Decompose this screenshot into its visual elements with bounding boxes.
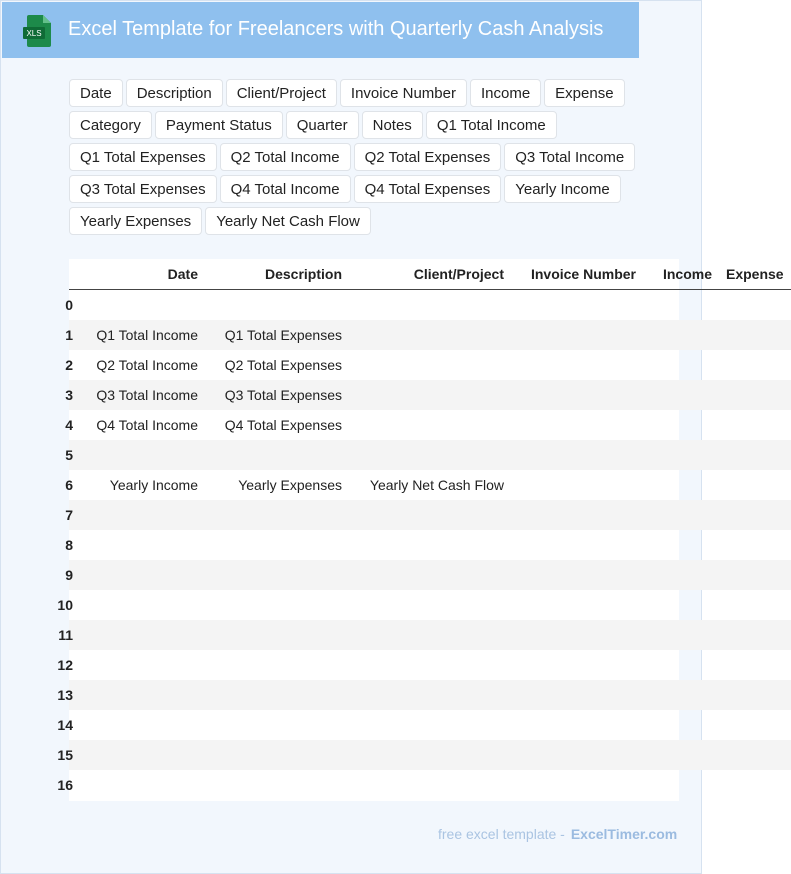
table-cell[interactable] bbox=[349, 440, 511, 470]
spreadsheet-preview[interactable] bbox=[57, 259, 784, 801]
table-cell[interactable]: Q3 Total Expenses bbox=[205, 380, 349, 410]
table-cell[interactable] bbox=[643, 320, 719, 350]
table-cell[interactable] bbox=[205, 740, 349, 770]
table-cell[interactable] bbox=[511, 350, 643, 380]
header-banner bbox=[2, 2, 639, 58]
excel-file-icon bbox=[23, 15, 51, 47]
column-header: Expense bbox=[719, 259, 791, 290]
table-cell[interactable] bbox=[643, 350, 719, 380]
table-cell[interactable] bbox=[511, 380, 643, 410]
field-chip[interactable]: Description bbox=[126, 79, 223, 107]
table-cell[interactable] bbox=[719, 560, 791, 590]
footer-text: free excel template - bbox=[438, 826, 565, 842]
table-cell[interactable] bbox=[511, 680, 643, 710]
table-cell[interactable] bbox=[511, 530, 643, 560]
table-cell[interactable]: Q1 Total Expenses bbox=[205, 320, 349, 350]
field-chip[interactable]: Invoice Number bbox=[340, 79, 467, 107]
field-chip[interactable]: Q4 Total Income bbox=[220, 175, 351, 203]
row-index-label: 10 bbox=[57, 597, 73, 613]
footer-brand-link[interactable]: ExcelTimer.com bbox=[570, 826, 678, 842]
table-row bbox=[69, 710, 791, 740]
table-cell[interactable] bbox=[511, 500, 643, 530]
column-header: Date bbox=[73, 259, 205, 290]
row-index-label: 15 bbox=[57, 747, 73, 763]
table-cell[interactable] bbox=[511, 740, 643, 770]
table-cell[interactable] bbox=[349, 500, 511, 530]
table-row bbox=[69, 530, 791, 560]
table-row bbox=[69, 770, 791, 800]
table-cell[interactable] bbox=[643, 710, 719, 740]
table-cell[interactable] bbox=[205, 500, 349, 530]
field-chip[interactable]: Expense bbox=[544, 79, 624, 107]
table-cell[interactable] bbox=[73, 740, 205, 770]
row-index-label: 3 bbox=[65, 387, 73, 403]
table-cell[interactable] bbox=[205, 560, 349, 590]
table-cell[interactable] bbox=[719, 680, 791, 710]
table-cell[interactable] bbox=[719, 620, 791, 650]
table-cell[interactable] bbox=[719, 710, 791, 740]
field-chip[interactable]: Yearly Expenses bbox=[69, 207, 202, 235]
table-cell[interactable] bbox=[719, 380, 791, 410]
page-title: Excel Template for Freelancers with Quarterly Cash Analysis bbox=[68, 18, 604, 40]
table-cell[interactable] bbox=[349, 650, 511, 680]
table-cell[interactable]: Yearly Expenses bbox=[238, 477, 342, 493]
table-cell[interactable]: Q3 Total Income bbox=[73, 380, 205, 410]
field-chip[interactable]: Q2 Total Expenses bbox=[354, 143, 502, 171]
table-cell[interactable] bbox=[205, 290, 349, 321]
table-cell[interactable] bbox=[73, 530, 205, 560]
table-cell[interactable] bbox=[349, 410, 511, 440]
table-cell[interactable] bbox=[719, 770, 791, 800]
column-header: Income bbox=[643, 259, 719, 290]
table-cell[interactable] bbox=[719, 500, 791, 530]
field-chip-list bbox=[69, 79, 703, 235]
table-row bbox=[69, 560, 791, 590]
table-cell[interactable]: Q1 Total Income bbox=[73, 320, 205, 350]
table-cell[interactable] bbox=[73, 770, 205, 800]
row-index-label: 4 bbox=[65, 417, 73, 433]
table-cell[interactable] bbox=[349, 380, 511, 410]
table-cell[interactable] bbox=[205, 680, 349, 710]
data-table bbox=[57, 259, 791, 800]
table-cell[interactable] bbox=[511, 650, 643, 680]
table-cell[interactable] bbox=[73, 620, 205, 650]
table-cell[interactable] bbox=[643, 650, 719, 680]
table-cell[interactable] bbox=[511, 470, 643, 500]
field-chip[interactable]: Notes bbox=[362, 111, 423, 139]
row-index-label: 8 bbox=[65, 537, 73, 553]
table-cell[interactable] bbox=[643, 500, 719, 530]
table-cell[interactable] bbox=[719, 470, 791, 500]
table-cell[interactable]: Q2 Total Income bbox=[96, 357, 198, 373]
table-cell[interactable] bbox=[643, 410, 719, 440]
table-row bbox=[69, 320, 791, 350]
field-chip[interactable]: Q3 Total Income bbox=[504, 143, 635, 171]
table-cell[interactable]: Q4 Total Expenses bbox=[224, 417, 342, 433]
table-cell[interactable] bbox=[511, 560, 643, 590]
table-cell[interactable] bbox=[73, 680, 205, 710]
table-row bbox=[69, 350, 791, 380]
table-cell[interactable] bbox=[511, 440, 643, 470]
field-chip[interactable]: Client/Project bbox=[226, 79, 337, 107]
table-body bbox=[57, 290, 791, 801]
field-chip[interactable]: Yearly Income bbox=[504, 175, 621, 203]
table-row bbox=[69, 500, 791, 530]
table-cell[interactable] bbox=[349, 320, 511, 350]
field-chip[interactable]: Quarter bbox=[286, 111, 359, 139]
table-cell[interactable] bbox=[719, 350, 791, 380]
row-index-label: 2 bbox=[65, 357, 73, 373]
table-cell[interactable] bbox=[205, 770, 349, 800]
table-row bbox=[69, 290, 791, 321]
field-chip[interactable]: Q3 Total Expenses bbox=[69, 175, 217, 203]
table-cell[interactable] bbox=[643, 590, 719, 620]
table-cell[interactable] bbox=[719, 530, 791, 560]
table-cell[interactable] bbox=[643, 380, 719, 410]
table-cell[interactable] bbox=[643, 530, 719, 560]
table-cell[interactable]: Q4 Total Income bbox=[96, 417, 198, 433]
table-cell[interactable] bbox=[205, 710, 349, 740]
table-row bbox=[69, 410, 791, 440]
table-cell[interactable] bbox=[643, 470, 719, 500]
table-cell[interactable] bbox=[643, 740, 719, 770]
table-cell[interactable] bbox=[73, 440, 205, 470]
row-index-label: 13 bbox=[57, 687, 73, 703]
field-chip[interactable]: Q2 Total Income bbox=[220, 143, 351, 171]
field-chip[interactable]: Q4 Total Expenses bbox=[354, 175, 502, 203]
field-chip[interactable]: Category bbox=[69, 111, 152, 139]
table-cell[interactable] bbox=[349, 560, 511, 590]
row-index-label: 0 bbox=[65, 297, 73, 313]
column-header: Invoice Number bbox=[511, 259, 643, 290]
table-cell[interactable] bbox=[511, 410, 643, 440]
table-cell[interactable] bbox=[719, 410, 791, 440]
table-cell[interactable] bbox=[511, 710, 643, 740]
table-cell[interactable]: Yearly Net Cash Flow bbox=[369, 477, 504, 493]
table-cell[interactable]: Q2 Total Expenses bbox=[224, 357, 342, 373]
table-cell[interactable] bbox=[719, 440, 791, 470]
footer-credit bbox=[438, 826, 677, 842]
field-chip[interactable]: Date bbox=[69, 79, 123, 107]
table-cell[interactable] bbox=[643, 680, 719, 710]
table-row bbox=[69, 590, 791, 620]
table-cell[interactable] bbox=[511, 770, 643, 800]
table-cell[interactable] bbox=[349, 710, 511, 740]
table-row bbox=[69, 740, 791, 770]
table-row bbox=[69, 620, 791, 650]
table-cell[interactable] bbox=[349, 620, 511, 650]
table-row bbox=[69, 650, 791, 680]
row-index-label: 16 bbox=[57, 777, 73, 793]
table-cell[interactable] bbox=[73, 710, 205, 740]
table-cell[interactable] bbox=[205, 620, 349, 650]
table-cell[interactable] bbox=[349, 680, 511, 710]
table-cell[interactable] bbox=[511, 320, 643, 350]
table-cell[interactable] bbox=[719, 320, 791, 350]
table-row bbox=[69, 470, 791, 500]
table-cell[interactable] bbox=[73, 560, 205, 590]
row-index-label: 14 bbox=[57, 717, 73, 733]
table-cell[interactable] bbox=[73, 290, 205, 321]
table-cell[interactable] bbox=[205, 650, 349, 680]
table-cell[interactable] bbox=[205, 440, 349, 470]
row-index-label: 11 bbox=[58, 627, 73, 643]
field-chip[interactable]: Income bbox=[470, 79, 541, 107]
table-cell[interactable] bbox=[349, 590, 511, 620]
field-chip[interactable]: Q1 Total Expenses bbox=[69, 143, 217, 171]
table-cell[interactable] bbox=[205, 590, 349, 620]
table-cell[interactable] bbox=[73, 500, 205, 530]
table-cell[interactable] bbox=[643, 560, 719, 590]
field-chip[interactable]: Q1 Total Income bbox=[426, 111, 557, 139]
column-header: Client/Project bbox=[349, 259, 511, 290]
table-cell[interactable]: Yearly Income bbox=[109, 477, 198, 493]
table-cell[interactable] bbox=[511, 590, 643, 620]
table-cell[interactable] bbox=[643, 620, 719, 650]
svg-text:XLS: XLS bbox=[26, 29, 42, 38]
table-row bbox=[69, 440, 791, 470]
table-cell[interactable] bbox=[719, 590, 791, 620]
table-cell[interactable] bbox=[73, 590, 205, 620]
field-chip[interactable]: Payment Status bbox=[155, 111, 283, 139]
table-cell[interactable] bbox=[205, 530, 349, 560]
row-index-label: 12 bbox=[57, 657, 73, 673]
table-header-row bbox=[69, 259, 791, 290]
table-cell[interactable] bbox=[349, 350, 511, 380]
table-cell[interactable] bbox=[643, 770, 719, 800]
table-row bbox=[69, 680, 791, 710]
table-cell[interactable] bbox=[719, 290, 791, 321]
table-cell[interactable] bbox=[719, 650, 791, 680]
table-cell[interactable] bbox=[73, 650, 205, 680]
table-cell[interactable] bbox=[511, 620, 643, 650]
table-cell[interactable] bbox=[349, 290, 511, 321]
row-index-label: 5 bbox=[65, 447, 73, 463]
table-cell[interactable] bbox=[643, 290, 719, 321]
row-index-label: 9 bbox=[65, 567, 73, 583]
table-cell[interactable] bbox=[511, 290, 643, 321]
table-cell[interactable] bbox=[349, 530, 511, 560]
table-row bbox=[69, 380, 791, 410]
column-header: Description bbox=[205, 259, 349, 290]
table-cell[interactable] bbox=[719, 740, 791, 770]
table-cell[interactable] bbox=[643, 440, 719, 470]
row-index-label: 7 bbox=[65, 507, 73, 523]
row-index-label: 6 bbox=[65, 477, 73, 493]
table-cell[interactable] bbox=[349, 740, 511, 770]
field-chip[interactable]: Yearly Net Cash Flow bbox=[205, 207, 371, 235]
row-index-label: 1 bbox=[65, 327, 73, 343]
table-cell[interactable] bbox=[349, 770, 511, 800]
